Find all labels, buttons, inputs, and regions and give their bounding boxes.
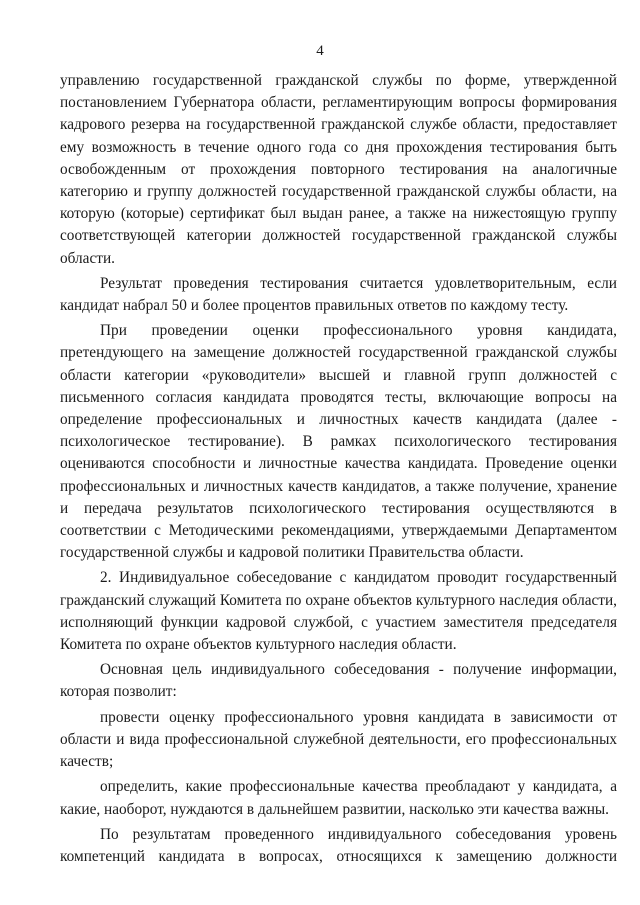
paragraph-interview-goal: Основная цель индивидуального собеседования - получение информации, которая позволит:	[60, 661, 617, 701]
page-number: 4	[316, 43, 324, 59]
paragraph-continuation: управлению государственной гражданской службы по форме, утвержденной постановлением Губернатора области, регламентирующим вопросы формирования кадрового резерва на государственной гражданской службе области, предоставляет ему возможность в течение одного года со дня прохождения тестирования быть освобожденным от прохождения повторного тестирования на аналогичные категорию и группу должностей государственной гражданской службы области, на которую (которые) сертификат был выдан ранее, а также на нижестоящую группу соответствующей категории должностей государственной гражданской службы области.	[60, 72, 617, 267]
paragraph-test-result: Результат проведения тестирования считается удовлетворительным, если кандидат набрал 50 и более процентов правильных ответов по каждому тесту.	[60, 274, 617, 315]
paragraph-goal-item-2: определить, какие профессиональные качества преобладают у кандидата, а какие, наоборот, нуждаются в дальнейшем развитии, насколько эти качества важны.	[60, 778, 617, 818]
paragraph-interview: 2. Индивидуальное собеседование с кандидатом проводит государственный гражданский служащий Комитета по охране объектов культурного наследия области, исполняющий функции кадровой службой, с участием заместителя председателя Комитета по охране объектов культурного наследия области.	[60, 569, 617, 654]
paragraph-interview-results: По результатам проведенного индивидуального собеседования уровень компетенций кандидата в вопросах, относящихся к замещению должности	[60, 825, 617, 865]
paragraph-psychological-testing: При проведении оценки профессионального уровня кандидата, претендующего на замещение должностей государственной гражданской службы области категории «руководители» высшей и главной групп должностей с письменного согласия кандидата проводятся тесты, включающие вопросы на определение профессиональных и личностных качеств кандидата (далее - психологическое тестирование). В рамках психологического тестирования оцениваются способности и личностные качества кандидата. Проведение оценки профессиональных и личностных качеств кандидатов, а также получение, хранение и передача результатов психологического тестирования осуществляются в соответствии с Методическими рекомендациями, утверждаемыми Департаментом государственной службы и кадровой политики Правительства области.	[60, 322, 617, 562]
paragraph-goal-item-1: провести оценку профессионального уровня кандидата в зависимости от области и вида профессиональной служебной деятельности, его профессиональных качеств;	[60, 708, 617, 771]
document-body	[60, 70, 617, 868]
